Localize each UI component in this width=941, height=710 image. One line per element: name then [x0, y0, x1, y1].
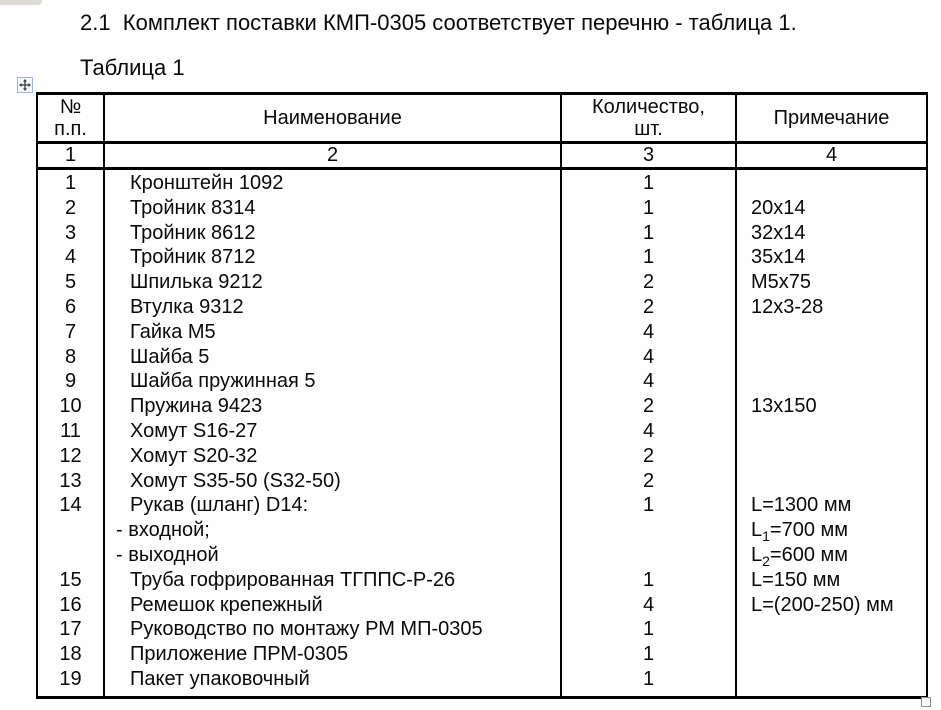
item-quantity: 2 [642, 271, 655, 294]
item-note [737, 320, 926, 345]
item-note: 12х3-28 [751, 295, 824, 318]
item-name: Гайка М5 [130, 320, 216, 343]
item-note: L=(200-250) мм [751, 593, 894, 616]
item-note: L=150 мм [751, 568, 841, 591]
item-quantity [562, 543, 735, 568]
move-arrows-icon [19, 79, 31, 91]
item-number: 15 [59, 568, 82, 591]
item-quantity: 1 [642, 221, 655, 244]
table-move-handle[interactable] [17, 77, 33, 93]
item-quantity: 4 [642, 593, 655, 616]
item-name: Тройник 8314 [130, 196, 256, 219]
item-quantity: 1 [642, 618, 655, 641]
column-index: 1 [37, 143, 104, 169]
table-resize-handle[interactable] [921, 697, 931, 707]
item-name: - входной; [116, 519, 210, 542]
item-number: 3 [64, 221, 77, 244]
item-number: 11 [60, 419, 81, 442]
item-name: Ремешок крепежный [130, 593, 323, 616]
item-number: 16 [59, 593, 82, 616]
item-number: 10 [59, 395, 82, 418]
column-header-line: Наименование [263, 107, 402, 129]
item-number [38, 518, 103, 543]
item-quantity: 4 [642, 419, 655, 442]
item-quantity: 1 [642, 246, 655, 269]
item-name: Шайба пружинная 5 [130, 370, 316, 393]
table-body-row [37, 169, 927, 698]
item-quantity: 1 [642, 643, 655, 666]
item-number: 18 [59, 643, 82, 666]
column-index: 3 [561, 143, 736, 169]
item-name: Тройник 8612 [130, 221, 256, 244]
item-quantity: 2 [642, 469, 655, 492]
item-name: Хомут S16-27 [130, 419, 258, 442]
item-quantity: 4 [642, 345, 655, 368]
item-number: 7 [64, 320, 77, 343]
item-quantity [562, 518, 735, 543]
item-quantity: 1 [642, 494, 655, 517]
item-note [737, 345, 926, 370]
item-note: 20х14 [751, 196, 806, 219]
item-note: 13х150 [751, 395, 817, 418]
item-name: Хомут S20-32 [130, 444, 258, 467]
item-note: М5х75 [751, 271, 812, 294]
item-number: 1 [64, 172, 77, 194]
item-note: 32х14 [751, 221, 806, 244]
item-name: Тройник 8712 [130, 246, 256, 269]
item-note [737, 469, 926, 494]
item-number: 8 [64, 345, 77, 368]
section-heading: 2.1 Комплект поставки КМП-0305 соответствует перечню - таблица 1. [80, 10, 797, 35]
item-quantity: 1 [642, 172, 655, 194]
body-col-num [37, 169, 104, 698]
item-name: Шайба 5 [130, 345, 210, 368]
column-index: 2 [104, 143, 561, 169]
column-header-line: Примечание [773, 107, 890, 129]
body-col-qty [561, 169, 736, 698]
table-caption: Таблица 1 [80, 55, 185, 80]
item-quantity: 1 [642, 667, 655, 690]
column-header [104, 94, 561, 143]
column-header-line: Количество, [592, 96, 705, 118]
item-note [737, 171, 926, 196]
table-header-row [37, 94, 927, 143]
item-number: 19 [59, 667, 82, 690]
item-quantity: 2 [642, 295, 655, 318]
item-note [737, 419, 926, 444]
item-note: L=1300 мм [751, 494, 852, 517]
item-number: 5 [64, 271, 77, 294]
item-number: 2 [64, 196, 77, 219]
item-number: 13 [59, 469, 82, 492]
item-name: Руководство по монтажу РМ МП-0305 [130, 618, 483, 641]
item-name: Втулка 9312 [130, 295, 244, 318]
item-note [737, 667, 926, 692]
item-number: 4 [64, 246, 77, 269]
item-quantity: 2 [642, 395, 655, 418]
item-name: - выходной [116, 543, 219, 566]
item-quantity: 1 [642, 196, 655, 219]
item-name: Труба гофрированная ТГППС-Р-26 [130, 568, 456, 591]
item-name: Кронштейн 1092 [130, 172, 284, 194]
item-note [737, 369, 926, 394]
column-header-line: п.п. [54, 118, 87, 140]
item-note: 35х14 [751, 246, 806, 269]
item-number [38, 543, 103, 568]
item-note [737, 444, 926, 469]
item-name: Пакет упаковочный [130, 667, 310, 690]
item-note [737, 617, 926, 642]
item-name: Хомут S35-50 (S32-50) [130, 469, 341, 492]
item-note: $L_2=600$ мм [751, 543, 849, 569]
column-header-line: № [59, 96, 82, 118]
body-col-note [736, 169, 927, 698]
item-number: 12 [59, 444, 82, 467]
column-header [37, 94, 104, 143]
scan-artifact [0, 0, 42, 5]
column-header [561, 94, 736, 143]
column-header [736, 94, 927, 143]
item-note: $L_1=700$ мм [751, 519, 849, 545]
item-number: 9 [64, 370, 77, 393]
item-quantity: 1 [642, 568, 655, 591]
body-col-name [104, 169, 561, 698]
item-quantity: 4 [642, 370, 655, 393]
item-number: 17 [59, 618, 82, 641]
item-name: Шпилька 9212 [130, 271, 263, 294]
table-index-row [37, 143, 927, 169]
column-header-line: шт. [634, 118, 663, 140]
item-quantity: 4 [642, 320, 655, 343]
item-name: Рукав (шланг) D14: [130, 494, 309, 517]
item-name: Пружина 9423 [130, 395, 263, 418]
parts-table [36, 92, 928, 699]
item-note [737, 642, 926, 667]
column-index: 4 [736, 143, 927, 169]
item-number: 6 [64, 295, 77, 318]
item-quantity: 2 [642, 444, 655, 467]
item-number: 14 [59, 494, 82, 517]
item-name: Приложение ПРМ-0305 [130, 643, 349, 666]
